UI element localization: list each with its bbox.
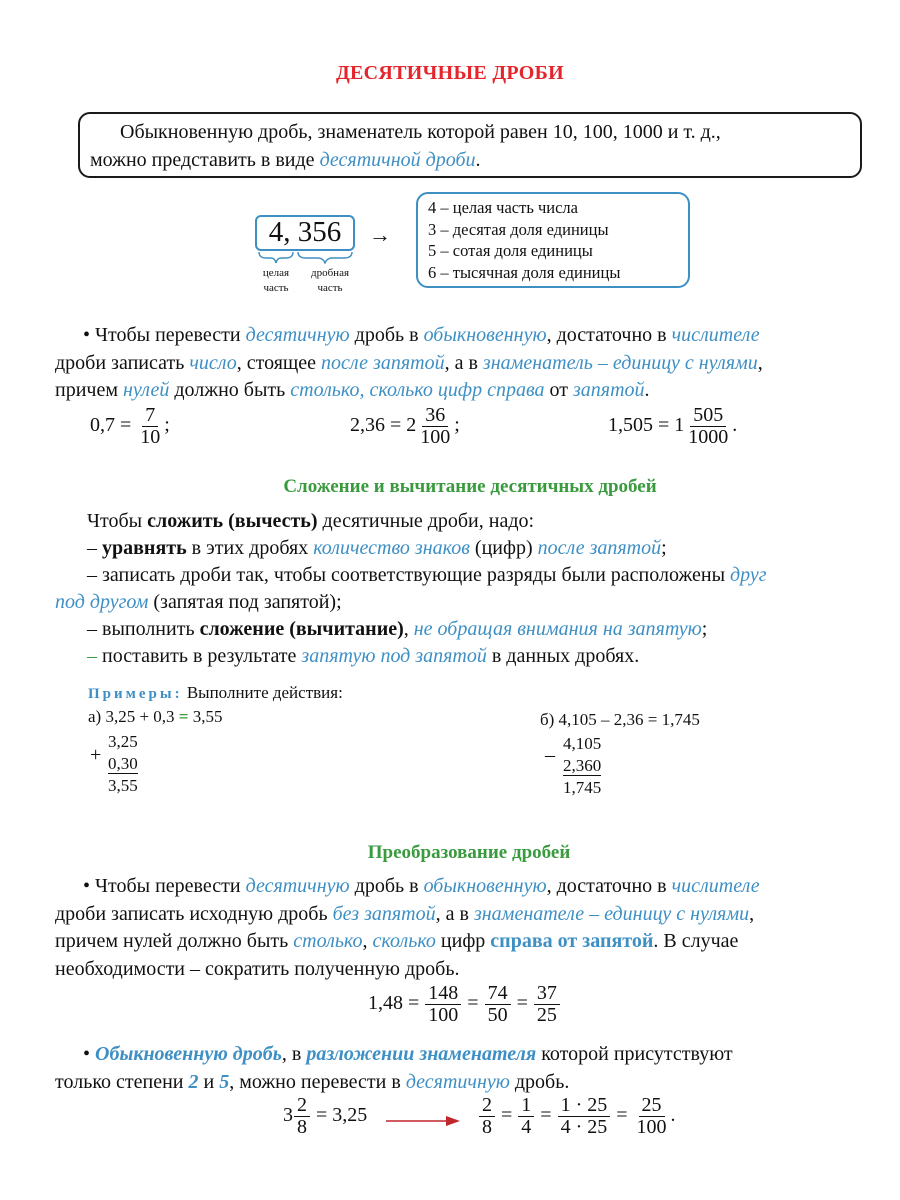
mixed-number-equation: 3 $\frac{2}{8}$ = 3,25 [283,1094,368,1138]
page-title: ДЕСЯТИЧНЫЕ ДРОБИ [335,62,565,84]
long-arrow-icon [384,1115,464,1127]
decimal-expansion-equation: $\frac{2}{8}$ = $\frac{1}{4}$ = $\frac{1 \cdot 25}{4 \cdot 25}$ = $\frac{25}{100}$ . [478,1095,676,1138]
example-1-505: 1,505 = 1 $\frac{505}{1000}$ . [608,404,738,448]
common-to-decimal-rule: • Обыкновенную дробь, в разложении знаменателя которой присутствуют только степени 2 и 5, можно перевести в десятичную дробь. [55,1043,733,1093]
digit-places-box [416,192,690,288]
digit-place-item: 4 – целая часть числа [428,198,578,217]
addition-rules: Чтобы сложить (вычесть) десятичные дроби, надо: – уравнять в этих дробях количество знаков (цифр) после запятой; – записать дроби так, чтобы соответствующие разряды были расположены друг под другом (запятая под запятой); – выполнить сложение (вычитание), не обращая внимания на запятую; – поставить в результате запятую под запятой в данных дробях. [55,510,767,667]
example-a-sign: + [90,744,102,766]
conversion-rule: • Чтобы перевести десятичную дробь в обыкновенную, достаточно в числителе дроби записать исходную дробь без запятой, а в знаменателе – единицу с нулями, причем нулей должно быть столько, сколько цифр справа от запятой. В случае необходимости – сократить полученную дробь. [55,875,760,980]
example-b-line: б) 4,105 – 2,36 = 1,745 [540,710,700,729]
decimal-number-box: 4, 356 [255,215,355,251]
example-a-column: 3,25 0,30 3,55 [108,732,138,795]
example-b-column: 4,105 2,360 1,745 [563,734,602,797]
arrow-icon: → [369,222,391,247]
definition-line-1: Обыкновенную дробь, знаменатель которой равен 10, 100, 1000 и т. д., [120,121,721,143]
example-0-7: 0,7 = $\frac{7}{10}$ ; [90,404,170,448]
example-2-36: 2,36 = 2 $\frac{36}{100}$ ; [350,404,460,448]
brace-icons [256,250,356,264]
fraction-part-label: дробная часть [310,267,350,294]
whole-brace-icon [259,252,293,263]
digit-place-item: 5 – сотая доля единицы [428,241,593,260]
rule-decimal-to-common: • Чтобы перевести десятичную дробь в обыкновенную, достаточно в числителе дроби записать число, стоящее после запятой, а в знаменатель – единицу с нулями, причем нулей должно быть столько, сколько цифр справа от запятой. [55,324,763,401]
definition-line-2: можно представить в виде десятичной дроби. [90,148,481,171]
section-heading-addition: Сложение и вычитание десятичных дробей [283,476,657,497]
digit-place-item: 3 – десятая доля единицы [428,219,609,239]
reduction-equation: 1,48 = $\frac{148}{100}$ = $\frac{74}{50}$ = $\frac{37}{25}$ [368,983,561,1026]
example-b-sign: – [545,744,555,766]
digit-place-item: 6 – тысячная доля единицы [428,262,621,282]
examples-label: Примеры: Выполните действия: [88,683,343,702]
whole-part-label: целая часть [262,267,290,294]
definition-text [90,119,852,174]
section-heading-conversion: Преобразование дробей [367,842,571,863]
term-decimal-fraction: десятичной дроби [319,148,476,171]
fraction-brace-icon [298,252,352,263]
example-a-line: а) 3,25 + 0,3 = 3,55 [88,707,223,726]
